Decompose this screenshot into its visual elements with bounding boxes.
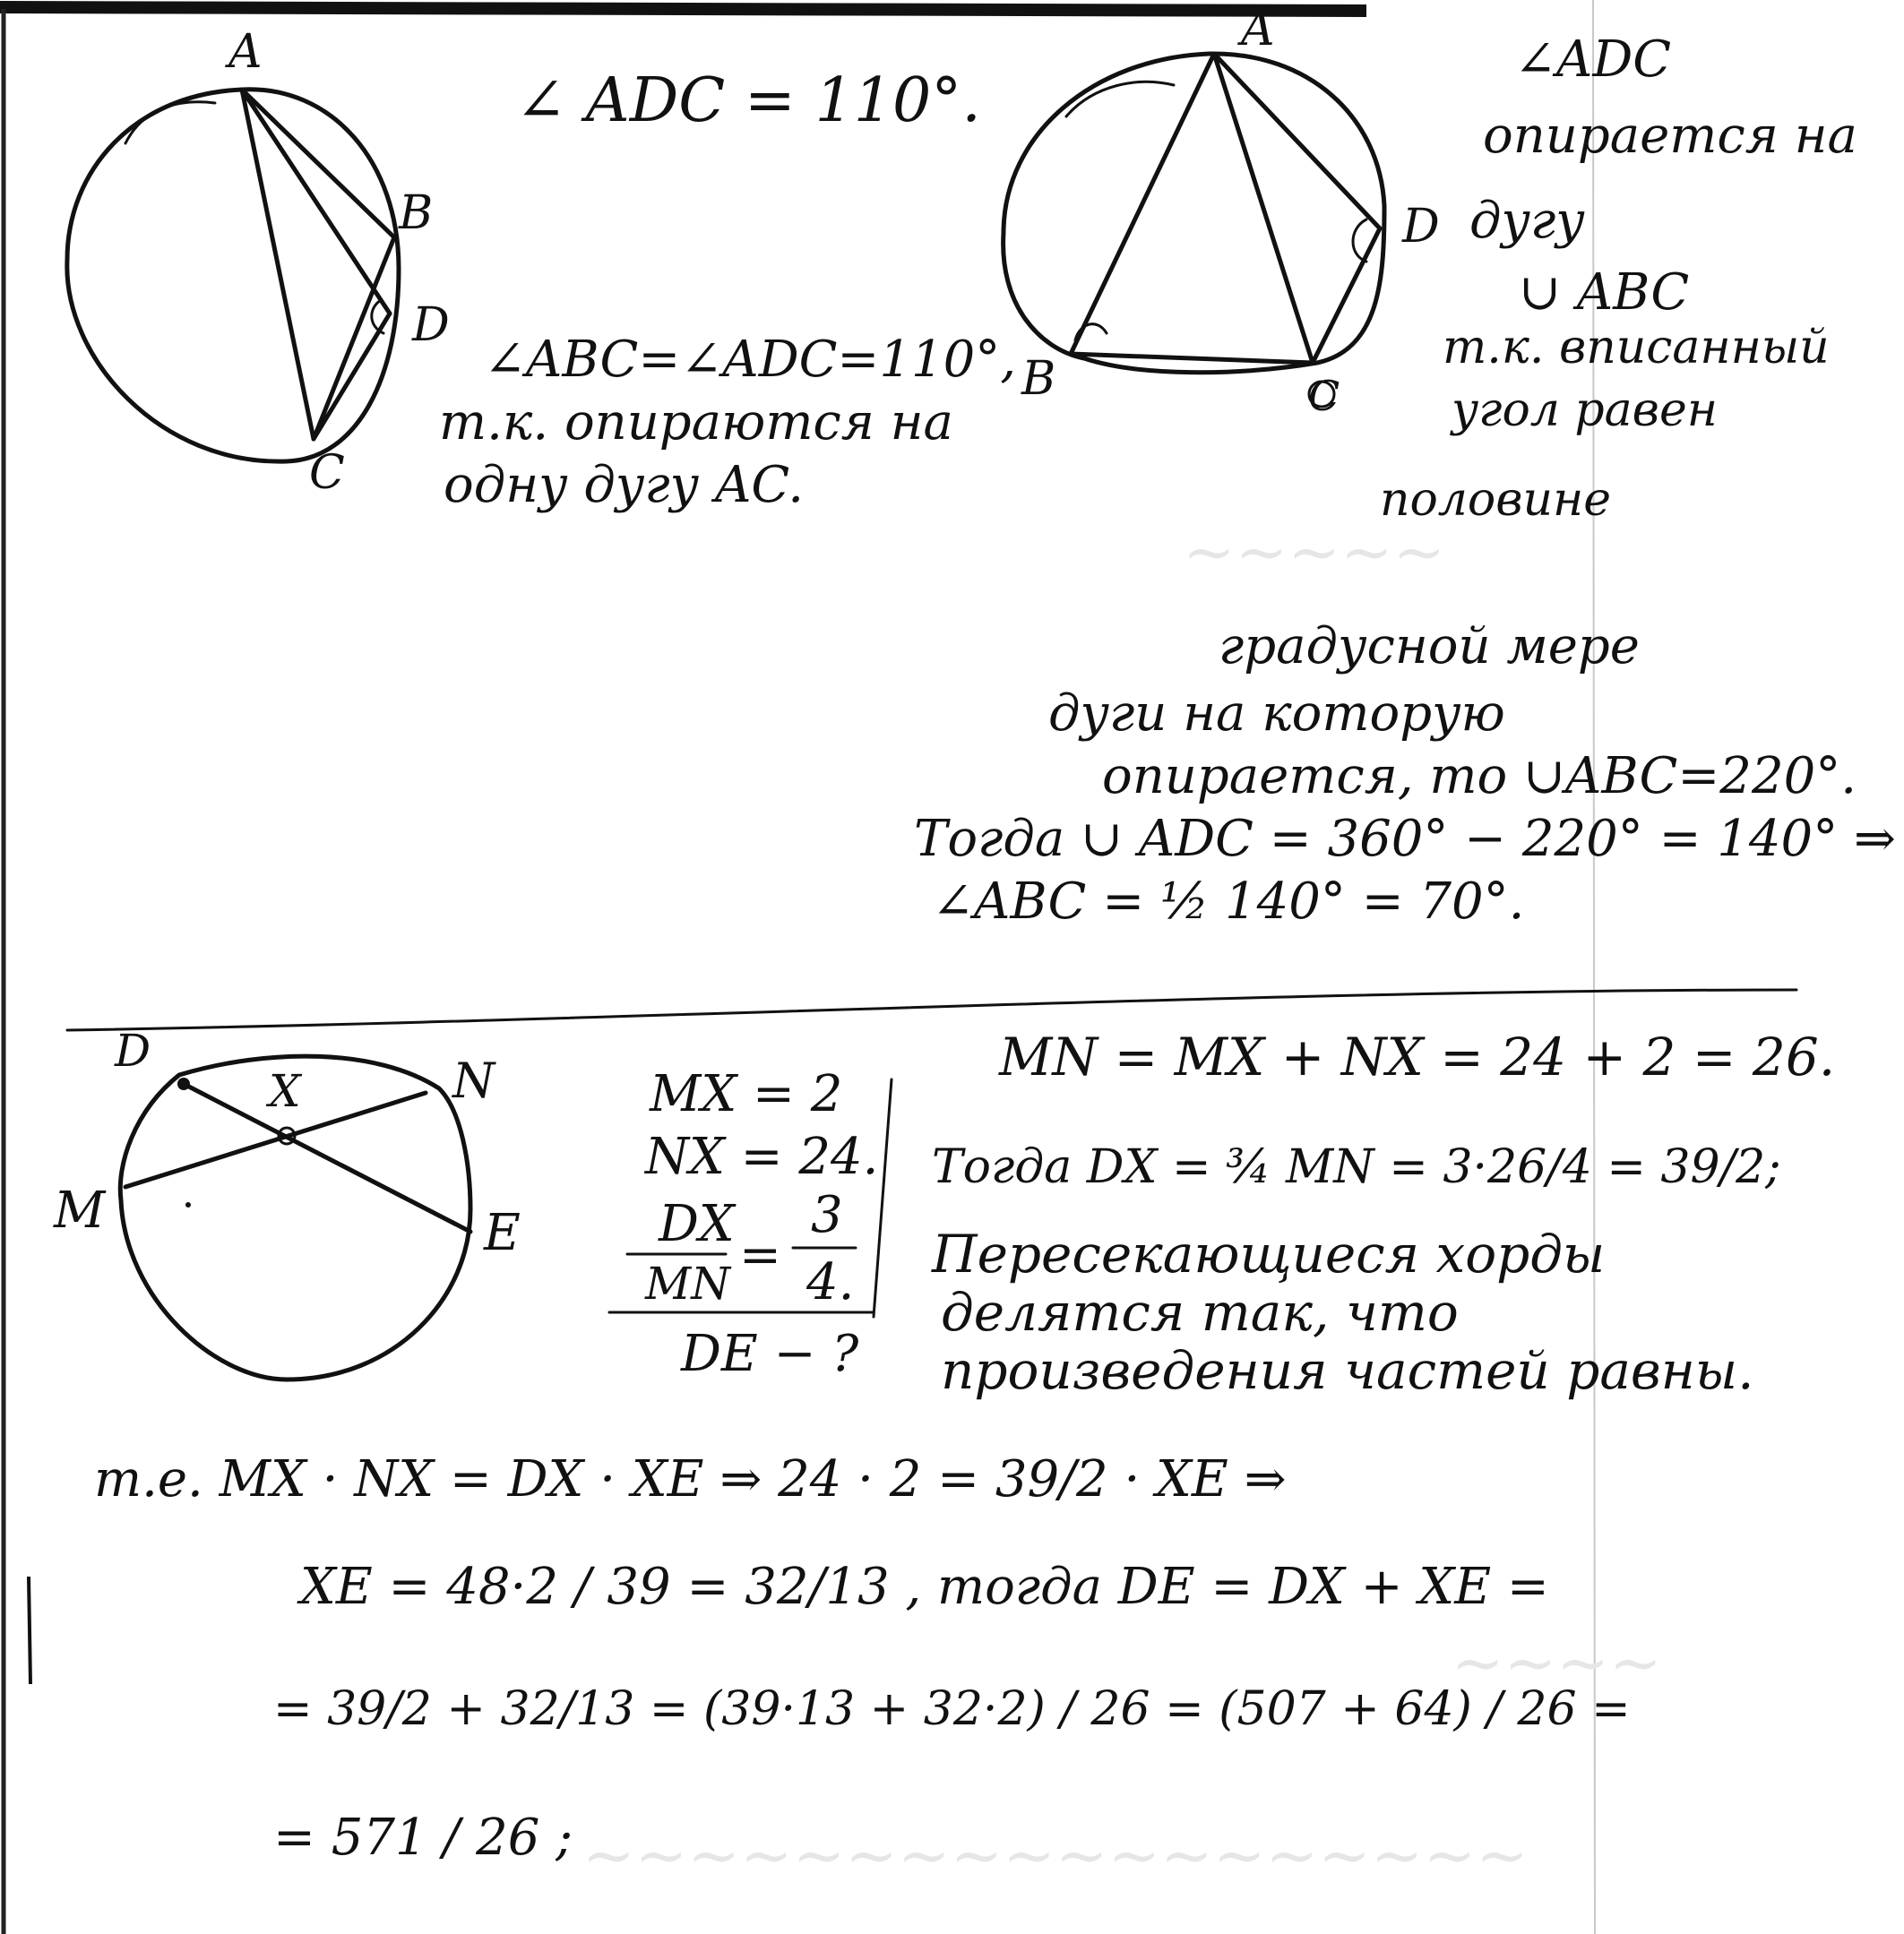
point-d (177, 1078, 190, 1090)
label-n: N (452, 1053, 495, 1109)
find-de: DE − ? (681, 1325, 859, 1383)
label-d: D (1402, 200, 1440, 254)
ratio-frac-num: 3 (811, 1186, 843, 1244)
margin-mark (29, 1577, 30, 1684)
label-b: B (1021, 352, 1056, 406)
solution-line: одну дугу AC. (444, 456, 805, 514)
ratio-frac-den: 4. (806, 1253, 855, 1311)
ratio-equals: = (739, 1226, 781, 1285)
label-c: C (1308, 372, 1340, 420)
side-line: ∪ ABC (1519, 263, 1690, 322)
label-d: D (115, 1025, 151, 1077)
label-a: A (1241, 3, 1275, 56)
label-d: D (412, 298, 450, 352)
ratio-numerator: DX (659, 1195, 735, 1253)
stray-dot (185, 1202, 191, 1208)
work-line: произведения частей равны. (941, 1340, 1754, 1401)
bleed-through-text: ~~~~ (1452, 1626, 1662, 1699)
side-line: дугу (1469, 192, 1585, 250)
side-line: половине (1380, 473, 1611, 527)
label-c: C (309, 446, 345, 500)
work-line: делятся так, что (941, 1282, 1459, 1343)
label-m: M (54, 1182, 106, 1240)
problem1-given: ∠ ADC = 110°. (515, 65, 981, 136)
side-line: угол равен (1452, 383, 1718, 437)
step-line: = 39/2 + 32/13 = (39·13 + 32·2) / 26 = (507 + 64) / 26 = (273, 1682, 1631, 1736)
label-b: B (399, 186, 434, 240)
side-line: т.к. вписанный (1443, 321, 1830, 374)
solution-line: дуги на которую (1048, 684, 1505, 743)
step-line: т.е. MX · NX = DX · XE ⇒ 24 · 2 = 39/2 · XE ⇒ (94, 1450, 1287, 1509)
solution-line: Тогда ∪ ADC = 360° − 220° = 140° ⇒ (914, 810, 1896, 868)
label-e: E (484, 1204, 521, 1262)
given-mx: MX = 2 (650, 1065, 843, 1123)
top-scan-edge (0, 7, 1366, 11)
label-x: X (269, 1065, 301, 1117)
solution-line: градусной мере (1219, 617, 1640, 675)
solution-line: т.к. опираются на (439, 393, 953, 451)
bleed-through-text: ~~~~~~~~~~~~~~~~~~ (582, 1818, 1529, 1892)
label-a: A (228, 25, 263, 79)
solution-line: ∠ABC = ½ 140° = 70°. (932, 872, 1525, 931)
step-line: = 571 / 26 ; (273, 1809, 573, 1867)
bleed-through-text: ~~~~~ (1183, 515, 1446, 589)
step-line: XE = 48·2 / 39 = 32/13 , тогда DE = DX + XE = (300, 1558, 1549, 1616)
solution-line: ∠ABC=∠ADC=110°, (484, 331, 1017, 389)
given-nx: NX = 24. (645, 1128, 879, 1186)
work-line: Пересекающиеся хорды (932, 1224, 1606, 1285)
side-line: ∠ADC (1514, 30, 1672, 89)
ratio-denominator: MN (645, 1258, 730, 1310)
work-line: Тогда DX = ¾ MN = 3·26/4 = 39/2; (932, 1140, 1781, 1194)
side-line: опирается на (1483, 107, 1857, 165)
solution-line: опирается, то ∪ABC=220°. (1102, 747, 1857, 805)
work-line: MN = MX + NX = 24 + 2 = 26. (999, 1027, 1836, 1087)
